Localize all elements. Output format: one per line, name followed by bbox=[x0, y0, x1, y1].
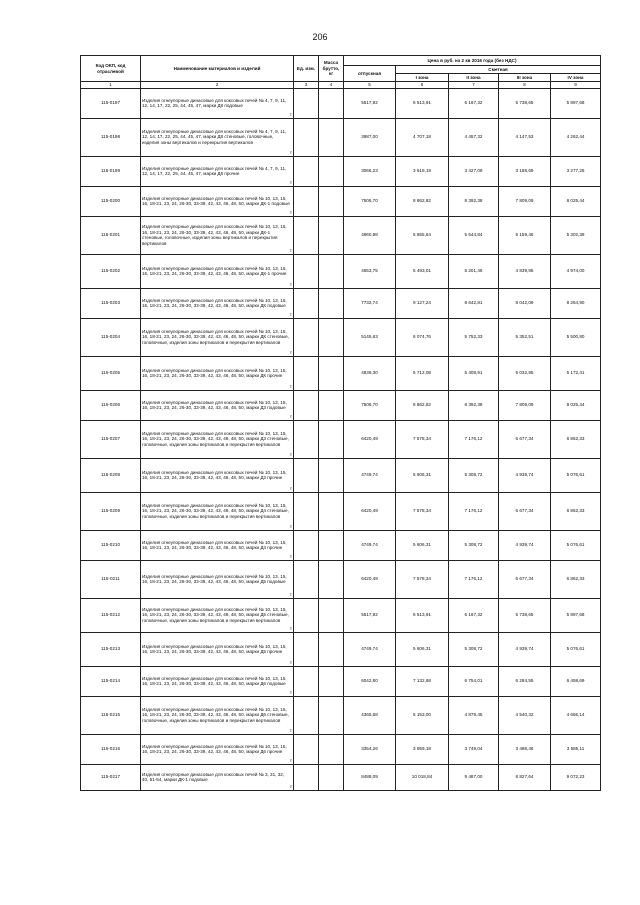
row-zone2-price: 7 176,12 bbox=[449, 420, 499, 458]
table-row bbox=[81, 696, 601, 734]
row-code: 115-0213 bbox=[81, 632, 141, 666]
table-row bbox=[81, 216, 601, 254]
row-unit: т bbox=[289, 728, 292, 733]
row-code: 115-0197 bbox=[81, 88, 141, 118]
row-zone1-price: 5 493,01 bbox=[396, 254, 449, 288]
table-row bbox=[81, 492, 601, 530]
row-zone3-price: 7 809,09 bbox=[499, 186, 551, 216]
row-name bbox=[141, 118, 294, 156]
row-name bbox=[141, 254, 294, 288]
row-release-price: 4749,74 bbox=[344, 458, 396, 492]
row-unit: т bbox=[289, 690, 292, 695]
column-number: 2 bbox=[141, 82, 294, 89]
row-code: 115-0205 bbox=[81, 356, 141, 390]
table-row bbox=[81, 458, 601, 492]
row-release-price: 5517,92 bbox=[344, 598, 396, 632]
row-name bbox=[141, 530, 294, 560]
row-zone3-price: 5 032,95 bbox=[499, 356, 551, 390]
row-release-price: 5145,63 bbox=[344, 318, 396, 356]
row-unit: т bbox=[289, 384, 292, 389]
row-code: 115-0210 bbox=[81, 530, 141, 560]
row-unit-cell bbox=[294, 318, 319, 356]
row-zone1-price: 8 862,82 bbox=[396, 186, 449, 216]
row-zone3-price: 8 827,64 bbox=[499, 764, 551, 790]
row-zone4-price: 5 076,61 bbox=[551, 458, 601, 492]
row-unit: т bbox=[289, 180, 292, 185]
row-name-text: Изделия огнеупорные динасовые для коксовых печей № 10, 13, 15, 16, 18-21, 23, 24, 26-30, 33-39, 42, 43, 46, 48, 50, марки Д3 подовые bbox=[142, 399, 287, 410]
header-zone2: II зона bbox=[449, 74, 499, 82]
row-mass bbox=[319, 560, 344, 598]
row-unit: т bbox=[289, 248, 292, 253]
row-zone3-price: 5 159,46 bbox=[499, 216, 551, 254]
row-zone4-price: 3 585,11 bbox=[551, 734, 601, 764]
row-unit: т bbox=[289, 282, 292, 287]
row-release-price: 4749,74 bbox=[344, 530, 396, 560]
row-zone2-price: 5 308,72 bbox=[449, 458, 499, 492]
row-zone3-price: 3 488,46 bbox=[499, 734, 551, 764]
row-zone3-price: 4 939,74 bbox=[499, 530, 551, 560]
row-zone4-price: 5 897,68 bbox=[551, 88, 601, 118]
header-code: Код ОКП, код отраслевой bbox=[81, 56, 141, 82]
table-row bbox=[81, 734, 601, 764]
row-unit-cell bbox=[294, 530, 319, 560]
row-zone4-price: 8 264,90 bbox=[551, 288, 601, 318]
table-row bbox=[81, 288, 601, 318]
row-name-text: Изделия огнеупорные динасовые для коксовых печей № 10, 13, 15, 16, 18-21, 23, 24, 26-30, 33-39, 42, 43, 46, 48, 50, марки ДК-1 стеновые, головочные, изделия зоны вертикалов и перекрытия вертикалов bbox=[142, 224, 287, 246]
row-code: 115-0212 bbox=[81, 598, 141, 632]
row-release-price: 6420,49 bbox=[344, 420, 396, 458]
row-zone4-price: 6 862,33 bbox=[551, 492, 601, 530]
row-zone4-price: 5 172,41 bbox=[551, 356, 601, 390]
row-name-text: Изделия огнеупорные динасовые для коксовых печей № 10, 13, 15, 16, 18-21, 23, 24, 26-30, 33-39, 42, 43, 46, 48, 50, марки Д6 подовые bbox=[142, 675, 287, 686]
row-zone3-price: 4 939,74 bbox=[499, 632, 551, 666]
table-row bbox=[81, 156, 601, 186]
row-mass bbox=[319, 632, 344, 666]
row-mass bbox=[319, 666, 344, 696]
row-unit: т bbox=[289, 592, 292, 597]
row-zone4-price: 8 025,44 bbox=[551, 186, 601, 216]
row-unit: т bbox=[289, 784, 292, 789]
row-name bbox=[141, 492, 294, 530]
page-number: 206 bbox=[312, 32, 328, 42]
column-number: 3 bbox=[294, 82, 319, 89]
row-name bbox=[141, 356, 294, 390]
row-name bbox=[141, 288, 294, 318]
row-code: 115-0204 bbox=[81, 318, 141, 356]
row-release-price: 8488,09 bbox=[344, 764, 396, 790]
table-row bbox=[81, 632, 601, 666]
row-unit-cell bbox=[294, 696, 319, 734]
row-unit: т bbox=[289, 112, 292, 117]
row-zone4-price: 4 262,44 bbox=[551, 118, 601, 156]
row-release-price: 6420,49 bbox=[344, 492, 396, 530]
row-mass bbox=[319, 186, 344, 216]
row-name bbox=[141, 390, 294, 420]
row-zone3-price: 6 677,34 bbox=[499, 492, 551, 530]
row-code: 115-0206 bbox=[81, 390, 141, 420]
row-mass bbox=[319, 356, 344, 390]
row-zone1-price: 4 707,18 bbox=[396, 118, 449, 156]
row-release-price: 5517,92 bbox=[344, 88, 396, 118]
row-code: 115-0202 bbox=[81, 254, 141, 288]
row-unit: т bbox=[289, 660, 292, 665]
row-name-text: Изделия огнеупорные динасовые для коксовых печей № 10, 13, 15, 16, 18-21, 23, 24, 26-30, 33-39, 42, 43, 46, 48, 50, марки Д6 стеновые, головочные, изделия зоны вертикалов и перекрытия вертикалов bbox=[142, 706, 289, 723]
row-unit: т bbox=[289, 414, 292, 419]
row-name bbox=[141, 88, 294, 118]
table-row bbox=[81, 560, 601, 598]
row-code: 115-0214 bbox=[81, 666, 141, 696]
row-zone1-price: 6 513,91 bbox=[396, 88, 449, 118]
row-zone1-price: 5 606,31 bbox=[396, 632, 449, 666]
table-row bbox=[81, 764, 601, 790]
row-mass bbox=[319, 318, 344, 356]
row-zone2-price: 6 754,01 bbox=[449, 666, 499, 696]
row-zone2-price: 8 392,38 bbox=[449, 390, 499, 420]
row-name bbox=[141, 216, 294, 254]
row-unit-cell bbox=[294, 764, 319, 790]
row-release-price: 7506,70 bbox=[344, 186, 396, 216]
row-unit-cell bbox=[294, 666, 319, 696]
row-code: 115-0207 bbox=[81, 420, 141, 458]
row-zone1-price: 5 153,00 bbox=[396, 696, 449, 734]
table-row bbox=[81, 318, 601, 356]
row-unit: т bbox=[289, 312, 292, 317]
row-mass bbox=[319, 492, 344, 530]
row-zone3-price: 4 147,53 bbox=[499, 118, 551, 156]
row-unit-cell bbox=[294, 560, 319, 598]
row-code: 115-0208 bbox=[81, 458, 141, 492]
row-zone2-price: 5 752,33 bbox=[449, 318, 499, 356]
row-unit-cell bbox=[294, 288, 319, 318]
table-body bbox=[81, 88, 601, 790]
row-zone4-price: 4 974,00 bbox=[551, 254, 601, 288]
header-unit: Ед. изм. bbox=[294, 56, 319, 82]
row-unit: т bbox=[289, 350, 292, 355]
row-unit: т bbox=[289, 626, 292, 631]
row-mass bbox=[319, 458, 344, 492]
row-zone2-price: 9 487,00 bbox=[449, 764, 499, 790]
row-zone2-price: 5 308,72 bbox=[449, 530, 499, 560]
row-zone1-price: 7 578,34 bbox=[396, 560, 449, 598]
row-zone2-price: 4 879,45 bbox=[449, 696, 499, 734]
row-zone1-price: 5 606,31 bbox=[396, 458, 449, 492]
row-release-price: 4960,98 bbox=[344, 216, 396, 254]
row-unit-cell bbox=[294, 186, 319, 216]
row-mass bbox=[319, 88, 344, 118]
row-unit-cell bbox=[294, 734, 319, 764]
row-name bbox=[141, 458, 294, 492]
row-mass bbox=[319, 598, 344, 632]
row-release-price: 6042,80 bbox=[344, 666, 396, 696]
row-name-text: Изделия огнеупорные динасовые для коксовых печей № 10, 13, 15, 16, 18-21, 23, 24, 26-30, 33-39, 42, 43, 46, 48, 50, марки ДК стеновые, головочные, изделия зоны вертикалов и перекрытия вертикалов bbox=[142, 328, 289, 345]
row-zone4-price: 5 302,39 bbox=[551, 216, 601, 254]
row-name bbox=[141, 156, 294, 186]
table-row bbox=[81, 666, 601, 696]
row-zone2-price: 7 176,12 bbox=[449, 492, 499, 530]
row-zone2-price: 6 167,32 bbox=[449, 88, 499, 118]
row-name-text: Изделия огнеупорные динасовые для коксовых печей № 10, 13, 15, 16, 18-21, 23, 24, 26-30, 33-39, 42, 43, 46, 48, 50, марки ДК-1 подовые bbox=[142, 195, 290, 206]
table-row bbox=[81, 186, 601, 216]
row-zone4-price: 5 076,61 bbox=[551, 530, 601, 560]
row-unit-cell bbox=[294, 420, 319, 458]
row-name-text: Изделия огнеупорные динасовые для коксовых печей № 10, 13, 15, 16, 18-21, 23, 24, 26-30, 33-39, 42, 43, 46, 48, 50, марки Д4 прочие bbox=[142, 539, 287, 550]
row-unit-cell bbox=[294, 118, 319, 156]
row-mass bbox=[319, 420, 344, 458]
row-unit: т bbox=[289, 554, 292, 559]
row-zone3-price: 4 939,74 bbox=[499, 458, 551, 492]
row-code: 115-0203 bbox=[81, 288, 141, 318]
row-release-price: 7506,70 bbox=[344, 390, 396, 420]
header-estimate: Сметная bbox=[396, 66, 601, 74]
row-zone1-price: 9 127,24 bbox=[396, 288, 449, 318]
row-mass bbox=[319, 696, 344, 734]
row-zone4-price: 4 666,14 bbox=[551, 696, 601, 734]
table-row bbox=[81, 118, 601, 156]
row-zone1-price: 7 578,34 bbox=[396, 492, 449, 530]
row-zone1-price: 5 855,64 bbox=[396, 216, 449, 254]
row-zone2-price: 5 544,84 bbox=[449, 216, 499, 254]
row-zone2-price: 8 642,81 bbox=[449, 288, 499, 318]
row-code: 115-0209 bbox=[81, 492, 141, 530]
header-price-group: Цена в руб. на 2 кв 2016 года (без НДС) bbox=[344, 56, 601, 66]
row-zone2-price: 7 176,12 bbox=[449, 560, 499, 598]
row-zone4-price: 3 277,25 bbox=[551, 156, 601, 186]
table-row bbox=[81, 420, 601, 458]
row-unit: т bbox=[289, 486, 292, 491]
column-number: 7 bbox=[449, 82, 499, 89]
row-zone3-price: 5 738,65 bbox=[499, 88, 551, 118]
row-mass bbox=[319, 734, 344, 764]
row-mass bbox=[319, 156, 344, 186]
row-zone2-price: 8 392,38 bbox=[449, 186, 499, 216]
row-zone4-price: 6 458,69 bbox=[551, 666, 601, 696]
header-zone3: III зона bbox=[499, 74, 551, 82]
row-code: 115-0201 bbox=[81, 216, 141, 254]
row-code: 115-0200 bbox=[81, 186, 141, 216]
row-code: 115-0199 bbox=[81, 156, 141, 186]
row-unit-cell bbox=[294, 156, 319, 186]
row-unit-cell bbox=[294, 216, 319, 254]
row-mass bbox=[319, 764, 344, 790]
row-code: 115-0216 bbox=[81, 734, 141, 764]
row-release-price: 4839,30 bbox=[344, 356, 396, 390]
row-code: 115-0211 bbox=[81, 560, 141, 598]
row-name bbox=[141, 696, 294, 734]
row-unit-cell bbox=[294, 492, 319, 530]
row-release-price: 7732,74 bbox=[344, 288, 396, 318]
row-unit: т bbox=[289, 150, 292, 155]
row-mass bbox=[319, 216, 344, 254]
row-code: 115-0215 bbox=[81, 696, 141, 734]
column-number: 4 bbox=[319, 82, 344, 89]
row-zone3-price: 8 042,09 bbox=[499, 288, 551, 318]
row-zone1-price: 10 018,84 bbox=[396, 764, 449, 790]
row-name bbox=[141, 598, 294, 632]
table-row bbox=[81, 598, 601, 632]
row-name-text: Изделия огнеупорные динасовые для коксовых печей № 10, 13, 15, 16, 18-21, 23, 24, 26-30, 33-39, 42, 43, 46, 48, 50, марки Д6 прочие bbox=[142, 743, 287, 754]
column-number: 5 bbox=[344, 82, 396, 89]
row-zone2-price: 5 201,46 bbox=[449, 254, 499, 288]
row-unit: т bbox=[289, 524, 292, 529]
row-name-text: Изделия огнеупорные динасовые для коксовых печей № 4, 7, 9, 11, 12, 14, 17, 22, 25, 44, 45, 47, марки Д8 подовые bbox=[142, 97, 287, 108]
row-name-text: Изделия огнеупорные динасовые для коксовых печей № 10, 13, 15, 16, 18-21, 23, 24, 26-30, 33-39, 42, 43, 46, 48, 50, марки ДК прочие bbox=[142, 367, 287, 378]
row-zone1-price: 3 619,19 bbox=[396, 156, 449, 186]
row-release-price: 3987,00 bbox=[344, 118, 396, 156]
column-number: 6 bbox=[396, 82, 449, 89]
header-name: Наименование материалов и изделий bbox=[141, 56, 294, 82]
row-name-text: Изделия огнеупорные динасовые для коксовых печей № 10, 13, 15, 16, 18-21, 23, 24, 26-30, 33-39, 42, 43, 46, 48, 50, марки Д5 прочие bbox=[142, 643, 287, 654]
row-unit-cell bbox=[294, 390, 319, 420]
row-zone4-price: 5 500,80 bbox=[551, 318, 601, 356]
row-unit-cell bbox=[294, 254, 319, 288]
row-zone3-price: 7 809,09 bbox=[499, 390, 551, 420]
row-zone3-price: 5 352,51 bbox=[499, 318, 551, 356]
row-zone3-price: 6 677,34 bbox=[499, 420, 551, 458]
row-zone1-price: 5 606,31 bbox=[396, 530, 449, 560]
row-zone2-price: 3 749,04 bbox=[449, 734, 499, 764]
row-name bbox=[141, 420, 294, 458]
row-release-price: 3066,23 bbox=[344, 156, 396, 186]
table-row bbox=[81, 88, 601, 118]
row-name-text: Изделия огнеупорные динасовые для коксовых печей № 10, 13, 15, 16, 18-21, 23, 24, 26-30, 33-39, 42, 43, 46, 48, 50, марки ДК-1 прочие bbox=[142, 265, 287, 276]
header-zone1: I зона bbox=[396, 74, 449, 82]
row-name-text: Изделия огнеупорные динасовые для коксовых печей № 10, 13, 15, 16, 18-21, 23, 24, 26-30, 33-39, 42, 43, 46, 48, 50, марки Д5 подовые bbox=[142, 573, 287, 584]
row-zone4-price: 6 862,33 bbox=[551, 420, 601, 458]
row-release-price: 4365,68 bbox=[344, 696, 396, 734]
row-zone2-price: 4 457,32 bbox=[449, 118, 499, 156]
row-zone2-price: 5 408,91 bbox=[449, 356, 499, 390]
row-name-text: Изделия огнеупорные динасовые для коксовых печей № 4, 7, 9, 11, 12, 14, 17, 22, 25, 44, 45, 47, марки Д8 прочие bbox=[142, 165, 287, 176]
row-release-price: 4653,75 bbox=[344, 254, 396, 288]
row-unit: т bbox=[289, 452, 292, 457]
row-mass bbox=[319, 288, 344, 318]
row-mass bbox=[319, 530, 344, 560]
row-zone1-price: 7 132,68 bbox=[396, 666, 449, 696]
row-zone3-price: 3 188,69 bbox=[499, 156, 551, 186]
row-unit: т bbox=[289, 758, 292, 763]
row-name bbox=[141, 764, 294, 790]
row-name-text: Изделия огнеупорные динасовые для коксовых печей № 10, 13, 15, 16, 18-21, 23, 24, 26-30, 33-39, 42, 43, 46, 48, 50, марки Д5 стеновые, головочные, изделия зоны вертикалов и перекрытия вертикалов bbox=[142, 606, 289, 623]
table-row bbox=[81, 530, 601, 560]
table-row bbox=[81, 356, 601, 390]
row-zone4-price: 6 862,33 bbox=[551, 560, 601, 598]
row-mass bbox=[319, 254, 344, 288]
header-zone4: IV зона bbox=[551, 74, 601, 82]
row-zone1-price: 5 712,08 bbox=[396, 356, 449, 390]
column-number: 1 bbox=[81, 82, 141, 89]
row-zone3-price: 5 738,65 bbox=[499, 598, 551, 632]
row-name-text: Изделия огнеупорные динасовые для коксовых печей № 3, 31, 32, 40, 51-54, марки ДК-1 подовые bbox=[142, 771, 285, 782]
header-mass: Масса брутто, кг bbox=[319, 56, 344, 82]
row-zone1-price: 6 513,91 bbox=[396, 598, 449, 632]
price-table bbox=[80, 55, 601, 791]
row-code: 115-0198 bbox=[81, 118, 141, 156]
row-zone3-price: 4 839,95 bbox=[499, 254, 551, 288]
row-zone1-price: 8 862,82 bbox=[396, 390, 449, 420]
row-unit: т bbox=[289, 210, 292, 215]
row-name bbox=[141, 560, 294, 598]
row-zone1-price: 6 074,76 bbox=[396, 318, 449, 356]
row-name-text: Изделия огнеупорные динасовые для коксовых печей № 10, 13, 15, 16, 18-21, 23, 24, 26-30, 33-39, 42, 43, 46, 48, 50, марки Д4 стеновые, головочные, изделия зоны вертикалов и перекрытия вертикалов bbox=[142, 502, 289, 519]
row-unit-cell bbox=[294, 458, 319, 492]
row-zone3-price: 6 284,55 bbox=[499, 666, 551, 696]
table-row bbox=[81, 390, 601, 420]
row-zone3-price: 6 677,34 bbox=[499, 560, 551, 598]
row-name-text: Изделия огнеупорные динасовые для коксовых печей № 10, 13, 15, 16, 18-21, 23, 24, 26-30, 33-39, 42, 43, 46, 48, 50, марки Д3 стеновые, головочные, изделия зоны вертикалов и перекрытия вертикалов bbox=[142, 430, 289, 447]
row-mass bbox=[319, 118, 344, 156]
row-mass bbox=[319, 390, 344, 420]
row-zone1-price: 7 578,34 bbox=[396, 420, 449, 458]
row-unit-cell bbox=[294, 598, 319, 632]
row-zone4-price: 8 025,44 bbox=[551, 390, 601, 420]
header-release: отпускная bbox=[344, 66, 396, 82]
row-unit-cell bbox=[294, 356, 319, 390]
row-release-price: 6420,49 bbox=[344, 560, 396, 598]
row-release-price: 4749,74 bbox=[344, 632, 396, 666]
row-zone3-price: 4 540,32 bbox=[499, 696, 551, 734]
row-zone4-price: 9 072,23 bbox=[551, 764, 601, 790]
row-name bbox=[141, 734, 294, 764]
row-name bbox=[141, 318, 294, 356]
row-zone1-price: 3 959,18 bbox=[396, 734, 449, 764]
row-code: 115-0217 bbox=[81, 764, 141, 790]
row-zone2-price: 5 308,72 bbox=[449, 632, 499, 666]
column-number: 8 bbox=[499, 82, 551, 89]
row-zone4-price: 5 076,61 bbox=[551, 632, 601, 666]
row-name-text: Изделия огнеупорные динасовые для коксовых печей № 10, 13, 15, 16, 18-21, 23, 24, 26-30, 33-39, 42, 43, 46, 48, 50, марки Д3 прочие bbox=[142, 469, 287, 480]
row-unit-cell bbox=[294, 632, 319, 666]
table-row bbox=[81, 254, 601, 288]
row-name bbox=[141, 186, 294, 216]
row-name bbox=[141, 632, 294, 666]
row-zone2-price: 3 427,09 bbox=[449, 156, 499, 186]
row-name bbox=[141, 666, 294, 696]
column-number: 9 bbox=[551, 82, 601, 89]
row-name-text: Изделия огнеупорные динасовые для коксовых печей № 10, 13, 15, 16, 18-21, 23, 24, 26-30, 33-39, 42, 43, 46, 48, 50, марки ДК подовые bbox=[142, 297, 287, 308]
row-unit-cell bbox=[294, 88, 319, 118]
row-name-text: Изделия огнеупорные динасовые для коксовых печей № 4, 7, 9, 11, 12, 14, 17, 22, 25, 44, 45, 47, марки Д8 стеновые, головочные, изделия зоны вертикалов и перекрытия вертикалов bbox=[142, 128, 287, 145]
row-zone2-price: 6 167,32 bbox=[449, 598, 499, 632]
row-release-price: 3354,26 bbox=[344, 734, 396, 764]
row-zone4-price: 5 897,68 bbox=[551, 598, 601, 632]
